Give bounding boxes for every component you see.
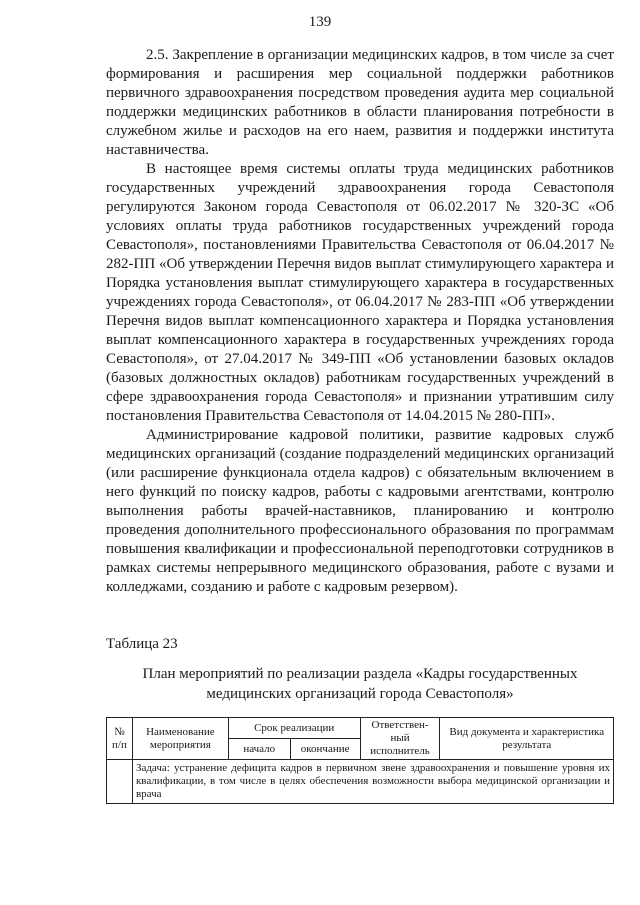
header-responsible: Ответствен-ный исполнитель [360, 718, 440, 760]
table-header-row [107, 718, 614, 739]
paragraph-staff-retention: 2.5. Закрепление в организации медицинских кадров, в том числе за счет формирования и расширения мер социальной поддержки работников первичного здравоохранения посредством проведения аудита мер социальной поддержки медицинских работников в области планирования потребности в служебном жилье и расходов на его наем, развития и поддержки института наставничества. [106, 47, 614, 158]
table-title: План мероприятий по реализации раздела «Кадры государственных медицинских организаций города Севастополя» [142, 666, 578, 702]
header-number: № п/п [107, 718, 133, 760]
paragraph-wage-system: В настоящее время системы оплаты труда медицинских работников государственных учреждений здравоохранения города Севастополя регулируются Законом города Севастополя от 06.02.2017 № 320-ЗС «Об условиях оплаты труда работников государственных учреждений города Севастополя», постановлениями Правительства Севастополя от 06.04.2017 № 282-ПП «Об утверждении Перечня видов выплат стимулирующего характера и Порядка установления выплат стимулирующего характера в государственных учреждениях города Севастополя», от 06.04.2017 № 283-ПП «Об утверждении Перечня видов выплат компенсационного характера и Порядка установления выплат компенсационного характера в государственных учреждениях города Севастополя», от 27.04.2017 № 349-ПП «Об установлении базовых окладов (базовых должностных окладов) работникам государственных учреждений в сфере здравоохранения города Севастополя» и признании утратившим силу постановления Правительства Севастополя от 14.04.2015 № 280-ПП». [106, 161, 614, 424]
header-result: Вид документа и характеристика результата [440, 718, 614, 760]
paragraph-hr-administration: Администрирование кадровой политики, развитие кадровых служб медицинских организаций (создание подразделений медицинских организаций (или расширение функционала отдела кадров) с обязательным включением в него функций по поиску кадров, работы с кадровыми агентствами, контролю выполнения работы врачей-наставников, планированию и контролю проведения дополнительного профессионального образования по программам повышения квалификации и профессиональной переподготовки сотрудников в рамках системы непрерывного медицинского образования, работе с вузами и колледжами, созданию и работе с кадровым резервом). [106, 427, 614, 595]
header-period: Срок реализации [228, 718, 360, 739]
header-start: начало [228, 739, 290, 760]
task-number-cell [107, 760, 133, 804]
table-task-row [107, 760, 614, 804]
action-plan-table [106, 717, 614, 804]
header-event-name: Наименование мероприятия [132, 718, 228, 760]
body-text [106, 46, 614, 597]
page-number: 139 [308, 14, 332, 30]
header-end: окончание [290, 739, 360, 760]
table-caption: Таблица 23 [106, 636, 178, 652]
task-cell: Задача: устранение дефицита кадров в первичном звене здравоохранения и повышение уровня их квалификации, в том числе в целях обеспечения возможности выбора медицинской организации и врача [132, 760, 613, 804]
